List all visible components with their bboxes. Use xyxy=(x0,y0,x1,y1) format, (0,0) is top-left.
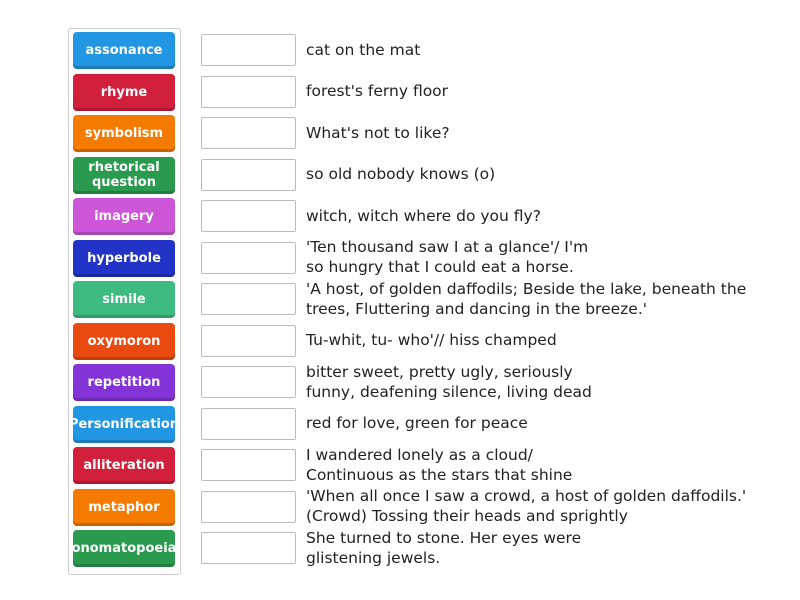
answer-drop-box[interactable] xyxy=(201,366,296,398)
clue-row xyxy=(306,486,786,527)
clue-row xyxy=(306,195,786,236)
term-button[interactable]: rhyme xyxy=(73,74,175,111)
answer-drop-box[interactable] xyxy=(201,117,296,149)
clue-text: cat on the mat xyxy=(306,40,421,59)
term-button[interactable]: assonance xyxy=(73,32,175,69)
clue-row xyxy=(306,403,786,444)
clue-text: She turned to stone. Her eyes were glistening jewels. xyxy=(306,528,582,567)
clue-text: I wandered lonely as a cloud/ Continuous as the stars that shine xyxy=(306,445,573,484)
clue-text: What's not to like? xyxy=(306,123,450,142)
answer-drop-box[interactable] xyxy=(201,532,296,564)
clue-row xyxy=(306,527,606,568)
clue-text: 'A host, of golden daffodils; Beside the lake, beneath the trees, Fluttering and dancing in the breeze.' xyxy=(306,279,747,318)
clue-text: red for love, green for peace xyxy=(306,414,528,432)
clue-row xyxy=(306,112,786,153)
term-button[interactable]: alliteration xyxy=(73,447,175,484)
answer-drop-box[interactable] xyxy=(201,200,296,232)
clue-text: so old nobody knows (o) xyxy=(306,165,496,183)
term-button[interactable]: Personification xyxy=(73,406,175,443)
answer-drop-box[interactable] xyxy=(201,34,296,66)
clue-row xyxy=(306,320,786,361)
clue-text: witch, witch where do you fly? xyxy=(306,206,541,225)
answer-drop-box[interactable] xyxy=(201,325,296,357)
term-column xyxy=(68,28,181,575)
answer-drop-box[interactable] xyxy=(201,159,296,191)
answer-drop-box[interactable] xyxy=(201,283,296,315)
term-button[interactable]: metaphor xyxy=(73,489,175,526)
term-button[interactable]: symbolism xyxy=(73,115,175,152)
term-button[interactable]: repetition xyxy=(73,364,175,401)
clue-row xyxy=(306,154,786,195)
answer-drop-box[interactable] xyxy=(201,408,296,440)
answer-drop-box[interactable] xyxy=(201,242,296,274)
clue-row xyxy=(306,237,606,278)
clue-text: 'Ten thousand saw I at a glance'/ I'm so hungry that I could eat a horse. xyxy=(306,238,589,276)
clue-text: forest's ferny floor xyxy=(306,82,449,100)
clue-text: Tu-whit, tu- who'// hiss champed xyxy=(306,331,557,349)
clue-row xyxy=(306,71,786,112)
clue-row xyxy=(306,278,786,319)
term-button[interactable]: imagery xyxy=(73,198,175,235)
clue-text: bitter sweet, pretty ugly, seriously funny, deafening silence, living dead xyxy=(306,362,592,401)
answer-drop-box[interactable] xyxy=(201,449,296,481)
term-button[interactable]: rhetorical question xyxy=(73,157,175,194)
term-button[interactable]: oxymoron xyxy=(73,323,175,360)
clue-row xyxy=(306,29,786,70)
clue-text: 'When all once I saw a crowd, a host of golden daffodils.' (Crowd) Tossing their heads and sprightly xyxy=(306,487,747,525)
term-button[interactable]: onomatopoeia xyxy=(73,530,175,567)
term-button[interactable]: simile xyxy=(73,281,175,318)
term-button[interactable]: hyperbole xyxy=(73,240,175,277)
clue-row xyxy=(306,444,596,485)
clue-row xyxy=(306,361,606,402)
answer-drop-box[interactable] xyxy=(201,76,296,108)
answer-drop-box[interactable] xyxy=(201,491,296,523)
